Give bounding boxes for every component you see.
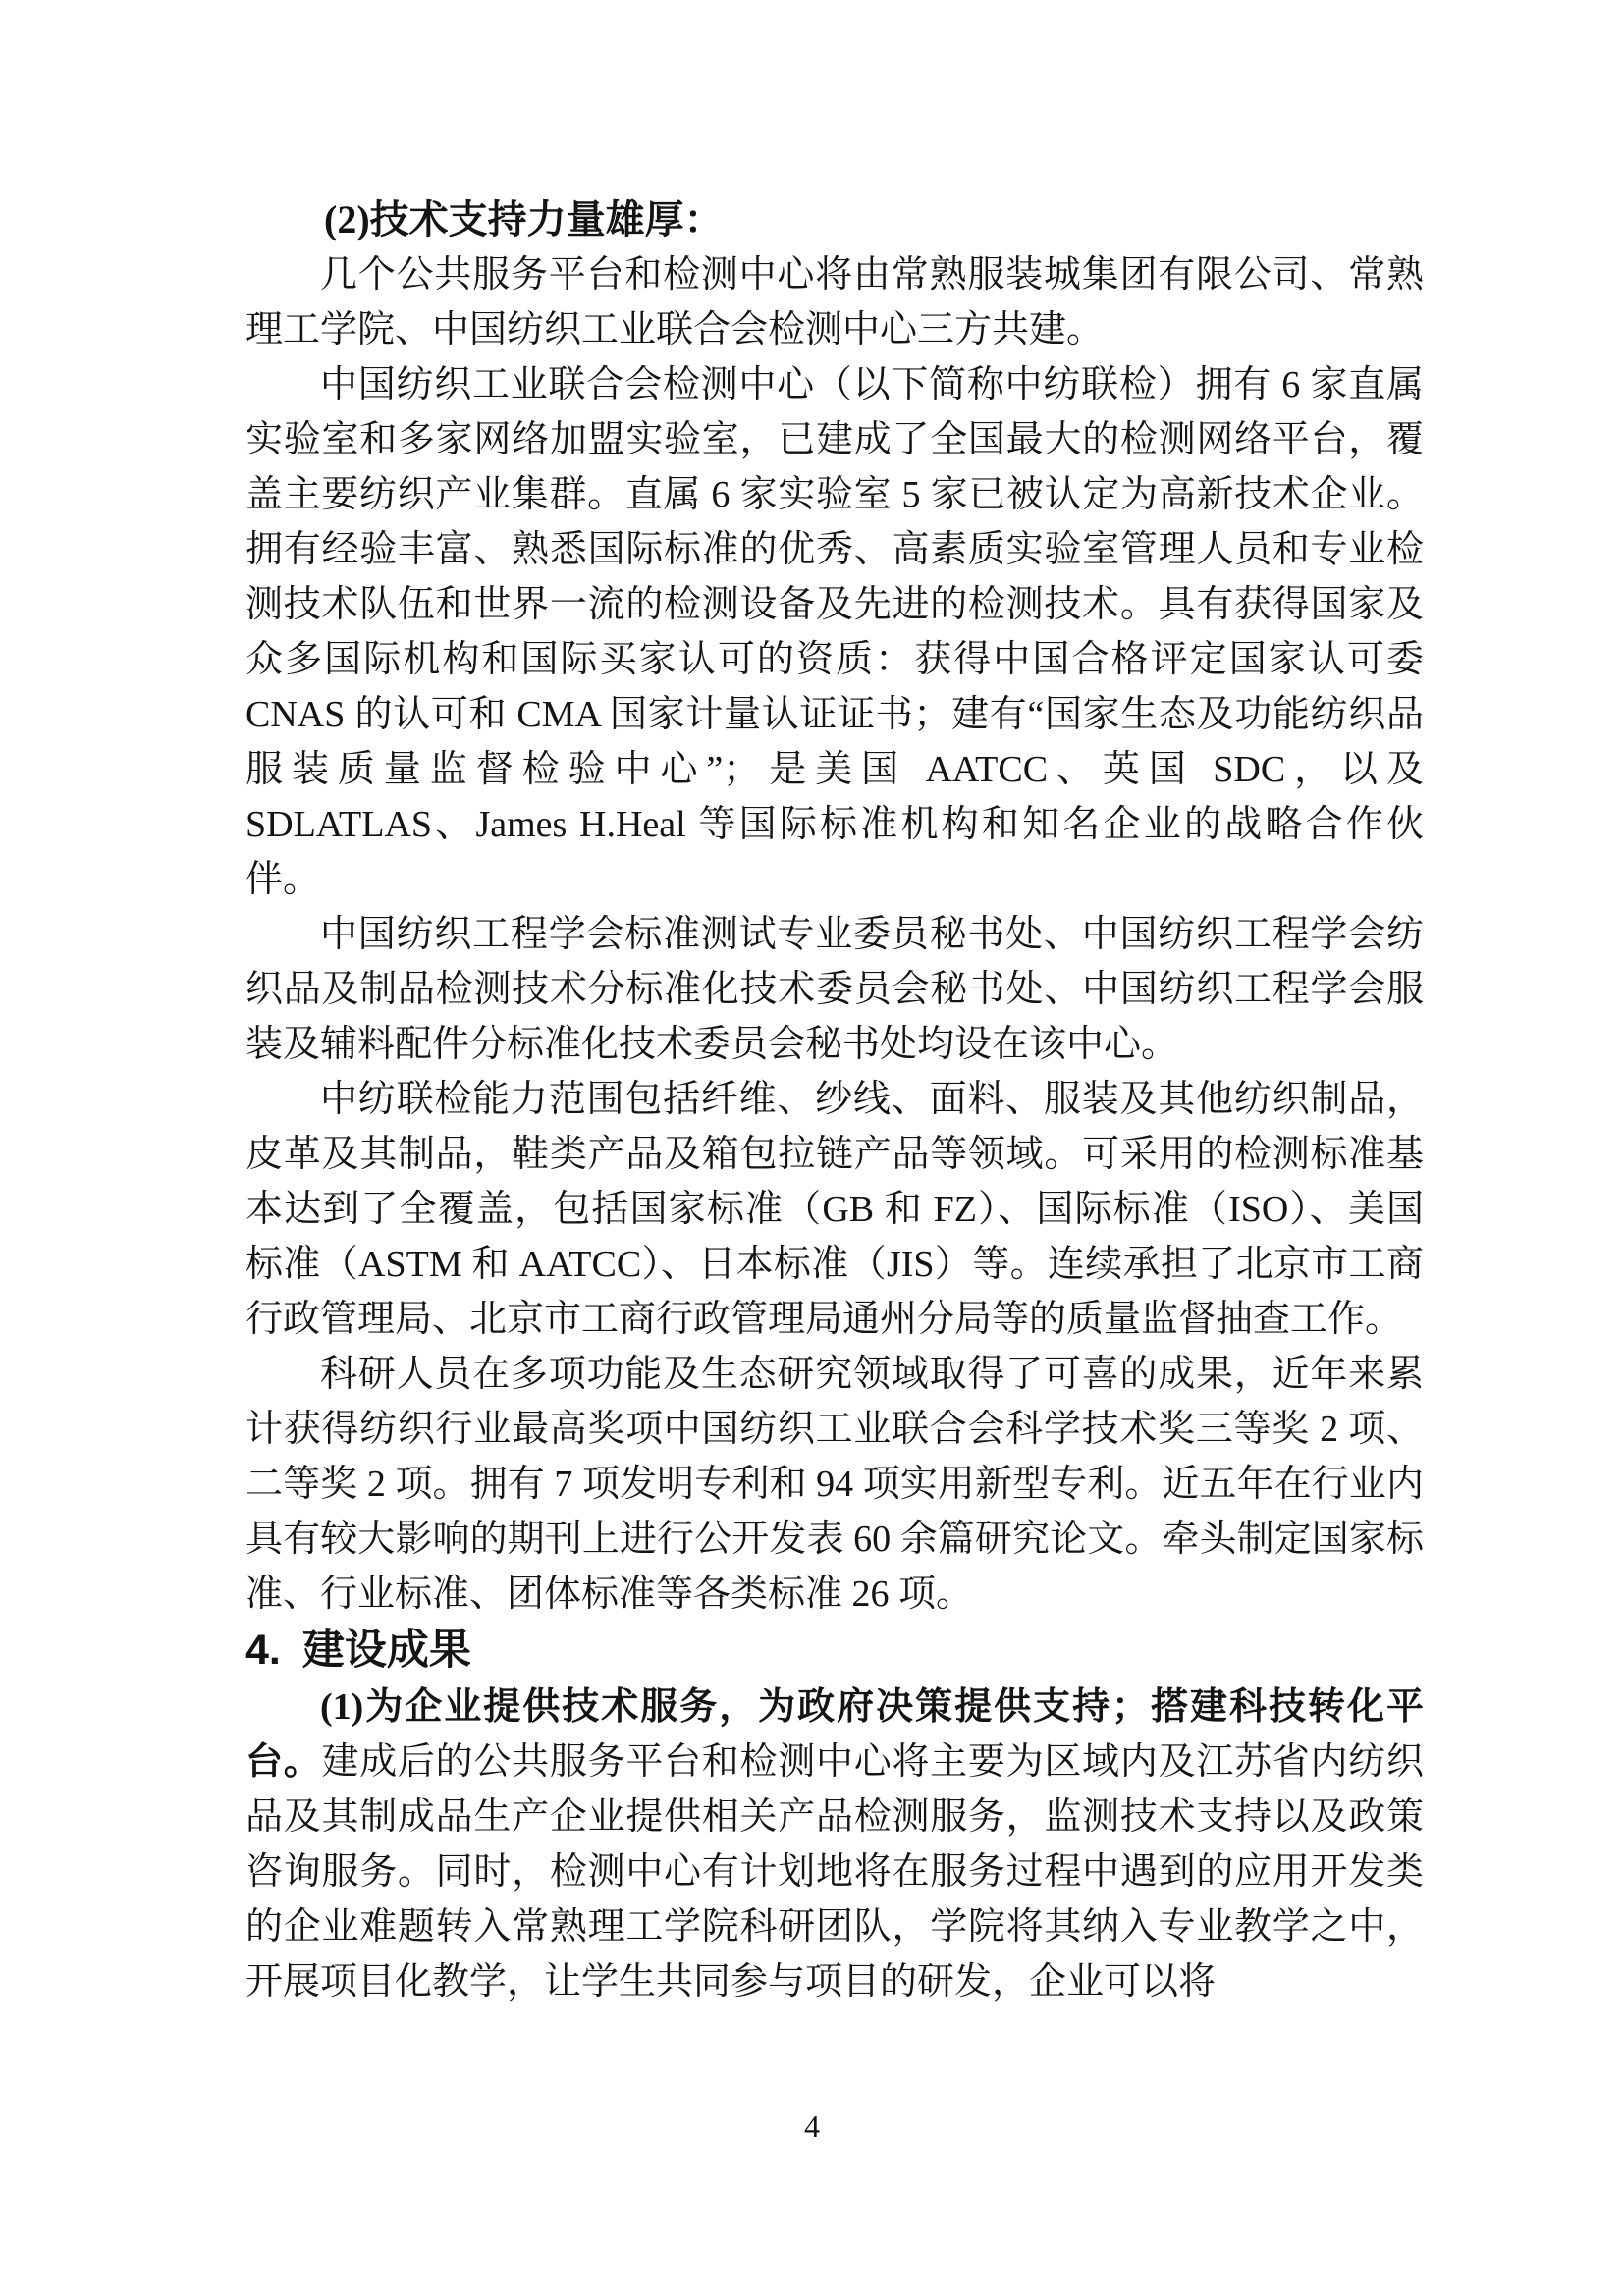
text-run: 中纺联检能力范围包括纤维、纱线、面料、服装及其他纺织制品，皮革及其制品，鞋类产品及箱包拉链产品等领域。可采用的检测标准基本达到了全覆盖，包括国家标准（GB 和 FZ）、国际标准（ISO）、美国标准（ASTM 和 AATCC）、日本标准（JIS）等。连续承担了北京市工商行政管理局、北京市工商行政管理局通州分局等的质量监督抽查工作。 [245, 1079, 1424, 1340]
section-number: 4. [245, 1627, 281, 1674]
text-run: 科研人员在多项功能及生态研究领域取得了可喜的成果，近年来累计获得纺织行业最高奖项中国纺织工业联合会科学技术奖三等奖 2 项、二等奖 2 项。拥有 7 项发明专利和 94 项实用新型专利。近五年在行业内具有较大影响的期刊上进行公开发表 60 余篇研究论文。牵头制定国家标准、行业标准、团体标准等各类标准 26 项。 [245, 1354, 1424, 1615]
text-run: 中国纺织工程学会标准测试专业委员秘书处、中国纺织工程学会纺织品及制品检测技术分标准化技术委员会秘书处、中国纺织工程学会服装及辅料配件分标准化技术委员会秘书处均设在该中心。 [245, 914, 1424, 1065]
text-run: 中国纺织工业联合会检测中心（以下简称中纺联检）拥有 6 家直属实验室和多家网络加盟实验室，已建成了全国最大的检测网络平台，覆盖主要纺织产业集群。直属 6 家实验室 5 家已被认定为高新技术企业。拥有经验丰富、熟悉国际标准的优秀、高素质实验室管理人员和专业检测技术队伍和世界一流的检测设备及先进的检测技术。具有获得国家及众多国际机构和国际买家认可的资质：获得中国合格评定国家认可委 CNAS 的认可和 CMA 国家计量认证证书；建有“国家生态及功能纺织品服装质量监督检验中心”；是美国 AATCC、英国 SDC，以及 SDLATLAS、James H.Heal 等国际标准机构和知名企业的战略合作伙伴。 [245, 364, 1424, 900]
paragraph [245, 1680, 1424, 2009]
text-run: 建成后的公共服务平台和检测中心将主要为区域内及江苏省内纺织品及其制成品生产企业提供相关产品检测服务，监测技术支持以及政策咨询服务。同时，检测中心有计划地将在服务过程中遇到的应用开发类的企业难题转入常熟理工学院科研团队，学院将其纳入专业教学之中，开展项目化教学，让学生共同参与项目的研发，企业可以将 [245, 1741, 1424, 2002]
paragraph [245, 907, 1424, 1072]
subsection-heading: (2)技术支持力量雄厚： [324, 197, 724, 241]
bold-run: (1)为企业提供技术服务，为政府决策提供支持；搭建科技转化平台。 [245, 1686, 1424, 1783]
paragraph [245, 357, 1424, 907]
section-heading [245, 1622, 1424, 1680]
text-run: 几个公共服务平台和检测中心将由常熟服装城集团有限公司、常熟理工学院、中国纺织工业联合会检测中心三方共建。 [245, 254, 1424, 350]
page-footer [0, 2109, 1624, 2145]
paragraph [245, 247, 1424, 357]
section-title: 建设成果 [301, 1628, 471, 1674]
paragraph [245, 1072, 1424, 1347]
page-number: 4 [804, 2109, 820, 2144]
document-body [245, 192, 1424, 2009]
paragraph [245, 1347, 1424, 1622]
